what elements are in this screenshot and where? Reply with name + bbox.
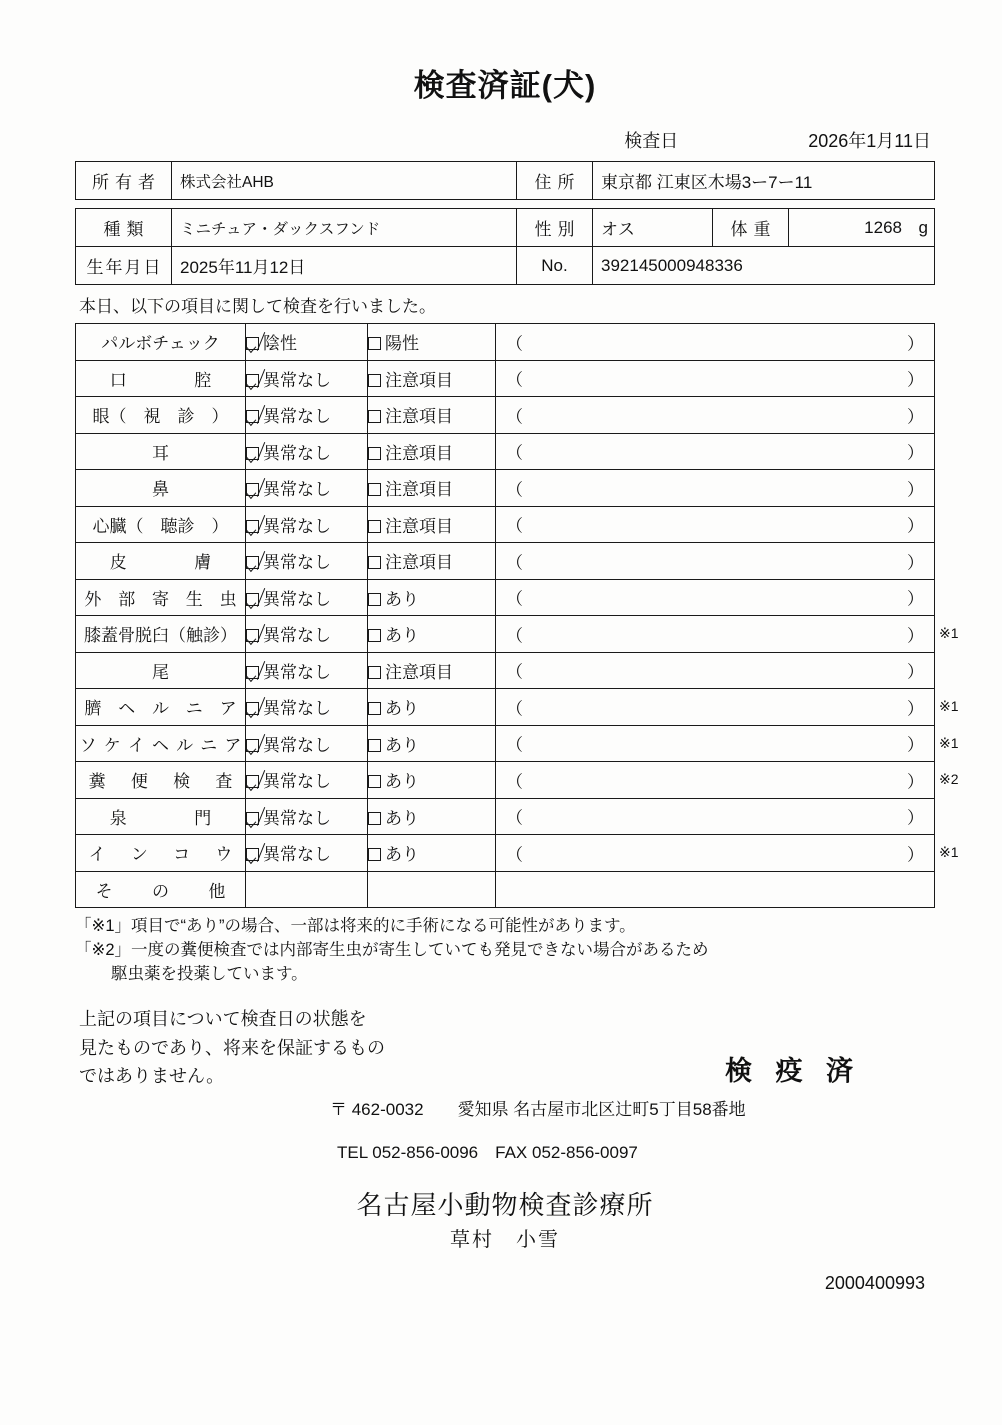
check-item-label: 心臓（ 聴診 ） bbox=[76, 506, 246, 543]
exam-date-label: 検査日 bbox=[624, 131, 679, 151]
checkbox-icon[interactable] bbox=[368, 447, 381, 460]
breed-label: 種類 bbox=[76, 209, 172, 247]
table-row bbox=[76, 871, 935, 908]
disclaimer-line-2: 見たものであり、将来を保証するもの bbox=[79, 1037, 385, 1058]
check-option-2[interactable] bbox=[368, 652, 496, 689]
check-remark-field[interactable] bbox=[496, 689, 935, 726]
check-option-2[interactable] bbox=[368, 433, 496, 470]
paren-right: ） bbox=[907, 334, 924, 354]
checkbox-checked-icon[interactable] bbox=[246, 483, 259, 496]
paren-left: （ bbox=[506, 553, 523, 573]
paren-left: （ bbox=[506, 772, 523, 792]
table-row bbox=[76, 209, 935, 247]
page-title: 検査済証(犬) bbox=[413, 68, 597, 103]
paren-right: ） bbox=[907, 480, 924, 500]
footer-block bbox=[75, 1005, 935, 1293]
paren-left: （ bbox=[506, 443, 523, 463]
check-item-label: そ の 他 bbox=[76, 871, 246, 908]
paren-right: ） bbox=[907, 370, 924, 390]
check-item-label: 臍 ヘ ル ニ ア bbox=[76, 689, 246, 726]
check-item-label: 耳 bbox=[76, 433, 246, 470]
statement-text: 本日、以下の項目に関して検査を行いました。 bbox=[79, 297, 436, 316]
check-remark-field[interactable] bbox=[496, 871, 935, 908]
check-remark-field[interactable] bbox=[496, 470, 935, 507]
check-option-label: 異常なし bbox=[263, 370, 331, 390]
address-value: 東京都 江東区木場3ー7ー11 bbox=[593, 162, 935, 200]
check-option-label: あり bbox=[385, 772, 419, 792]
footnote-marker: ※1 bbox=[939, 697, 959, 714]
check-remark-field[interactable] bbox=[496, 324, 935, 361]
table-row bbox=[76, 725, 935, 762]
paren-right: ） bbox=[907, 626, 924, 646]
check-option-label: 注意項目 bbox=[385, 370, 453, 390]
check-option-2[interactable] bbox=[368, 397, 496, 434]
check-option-label: 陽性 bbox=[385, 334, 419, 354]
exam-date-row bbox=[75, 127, 935, 153]
check-item-label: 皮 膚 bbox=[76, 543, 246, 580]
checks-table bbox=[75, 323, 935, 908]
check-option-label: 異常なし bbox=[263, 480, 331, 500]
doctor-name: 草村 小雪 bbox=[450, 1228, 560, 1251]
check-option-1[interactable] bbox=[246, 616, 368, 653]
check-remark-field[interactable] bbox=[496, 616, 935, 653]
clinic-telephone: TEL 052-856-0096 FAX 052-856-0097 bbox=[337, 1142, 638, 1162]
check-option-label: 陰性 bbox=[263, 334, 297, 354]
check-option-label: 異常なし bbox=[263, 516, 331, 536]
check-option-label: 異常なし bbox=[263, 808, 331, 828]
check-remark-field[interactable] bbox=[496, 725, 935, 762]
check-option-1[interactable] bbox=[246, 725, 368, 762]
paren-right: ） bbox=[907, 553, 924, 573]
checkbox-icon[interactable] bbox=[368, 593, 381, 606]
check-item-label: 鼻 bbox=[76, 470, 246, 507]
checkbox-checked-icon[interactable] bbox=[246, 848, 259, 861]
paren-left: （ bbox=[506, 845, 523, 865]
checks-section bbox=[75, 323, 959, 908]
checkbox-icon[interactable] bbox=[368, 556, 381, 569]
paren-left: （ bbox=[506, 699, 523, 719]
checkbox-icon[interactable] bbox=[368, 848, 381, 861]
check-remark-field[interactable] bbox=[496, 579, 935, 616]
paren-right: ） bbox=[907, 443, 924, 463]
check-option-1[interactable] bbox=[246, 397, 368, 434]
weight-label: 体重 bbox=[713, 209, 789, 247]
quarantine-stamp: 検 疫 済 bbox=[724, 1055, 861, 1086]
check-remark-field[interactable] bbox=[496, 798, 935, 835]
check-remark-field[interactable] bbox=[496, 762, 935, 799]
check-option-1[interactable] bbox=[246, 433, 368, 470]
check-item-label: 膝蓋骨脱臼（触診） bbox=[76, 616, 246, 653]
owner-label: 所有者 bbox=[76, 162, 172, 200]
paren-left: （ bbox=[506, 735, 523, 755]
check-option-label: 異常なし bbox=[263, 662, 331, 682]
breed-value: ミニチュア・ダックスフンド bbox=[172, 209, 517, 247]
check-option-1[interactable] bbox=[246, 652, 368, 689]
check-option-label: 注意項目 bbox=[385, 480, 453, 500]
no-value: 392145000948336 bbox=[593, 247, 935, 285]
check-option-2[interactable] bbox=[368, 835, 496, 872]
certificate-sheet bbox=[75, 60, 959, 1293]
check-item-label: 眼（ 視 診 ） bbox=[76, 397, 246, 434]
check-option-2[interactable] bbox=[368, 725, 496, 762]
checkbox-checked-icon[interactable] bbox=[246, 447, 259, 460]
footnote-marker: ※1 bbox=[939, 843, 959, 860]
table-row bbox=[76, 324, 935, 361]
table-row bbox=[76, 433, 935, 470]
paren-right: ） bbox=[907, 407, 924, 427]
weight-cell bbox=[789, 209, 935, 247]
check-option-label: 異常なし bbox=[263, 407, 331, 427]
paren-right: ） bbox=[907, 808, 924, 828]
table-row bbox=[76, 798, 935, 835]
checkbox-icon[interactable] bbox=[368, 337, 381, 350]
footnote-marker: ※2 bbox=[939, 770, 959, 787]
exam-date-value: 2026年1月11日 bbox=[808, 131, 931, 151]
footnote-3-text: 駆虫薬を投薬しています。 bbox=[111, 964, 308, 983]
table-row bbox=[76, 470, 935, 507]
check-remark-field[interactable] bbox=[496, 397, 935, 434]
info-table bbox=[75, 161, 935, 200]
table-row bbox=[76, 689, 935, 726]
checkbox-checked-icon[interactable] bbox=[246, 702, 259, 715]
check-option-2[interactable] bbox=[368, 762, 496, 799]
check-option-2[interactable] bbox=[368, 689, 496, 726]
checkbox-icon[interactable] bbox=[368, 374, 381, 387]
table-row bbox=[76, 835, 935, 872]
check-item-label: 口 腔 bbox=[76, 360, 246, 397]
paren-right: ） bbox=[907, 589, 924, 609]
check-option-label: 異常なし bbox=[263, 589, 331, 609]
check-option-2 bbox=[368, 871, 496, 908]
check-option-label: 注意項目 bbox=[385, 443, 453, 463]
table-row bbox=[76, 397, 935, 434]
check-option-1[interactable] bbox=[246, 324, 368, 361]
paren-left: （ bbox=[506, 626, 523, 646]
check-option-label: 異常なし bbox=[263, 772, 331, 792]
check-item-label: パルボチェック bbox=[76, 324, 246, 361]
checkbox-icon[interactable] bbox=[368, 739, 381, 752]
checkbox-icon[interactable] bbox=[368, 666, 381, 679]
footnote-marker: ※1 bbox=[939, 734, 959, 751]
checkbox-icon[interactable] bbox=[368, 410, 381, 423]
check-option-label: あり bbox=[385, 735, 419, 755]
check-option-label: 異常なし bbox=[263, 845, 331, 865]
paren-right: ） bbox=[907, 772, 924, 792]
checkbox-checked-icon[interactable] bbox=[246, 556, 259, 569]
check-option-label: あり bbox=[385, 699, 419, 719]
check-remark-field[interactable] bbox=[496, 835, 935, 872]
check-option-1[interactable] bbox=[246, 360, 368, 397]
paren-left: （ bbox=[506, 662, 523, 682]
paren-right: ） bbox=[907, 735, 924, 755]
check-option-label: 注意項目 bbox=[385, 662, 453, 682]
checkbox-checked-icon[interactable] bbox=[246, 410, 259, 423]
check-option-1[interactable] bbox=[246, 579, 368, 616]
weight-value: 1268 bbox=[864, 217, 902, 237]
check-remark-field[interactable] bbox=[496, 652, 935, 689]
table-row bbox=[76, 652, 935, 689]
check-option-1[interactable] bbox=[246, 470, 368, 507]
table-row bbox=[76, 162, 935, 200]
sex-label: 性別 bbox=[517, 209, 593, 247]
checkbox-checked-icon[interactable] bbox=[246, 739, 259, 752]
check-option-1[interactable] bbox=[246, 798, 368, 835]
check-option-label: あり bbox=[385, 589, 419, 609]
check-option-label: 異常なし bbox=[263, 553, 331, 573]
check-option-2[interactable] bbox=[368, 324, 496, 361]
checkbox-checked-icon[interactable] bbox=[246, 775, 259, 788]
table-row bbox=[76, 247, 935, 285]
check-remark-field[interactable] bbox=[496, 433, 935, 470]
check-option-label: 注意項目 bbox=[385, 553, 453, 573]
checkbox-icon[interactable] bbox=[368, 520, 381, 533]
check-option-label: 異常なし bbox=[263, 699, 331, 719]
checkbox-checked-icon[interactable] bbox=[246, 812, 259, 825]
check-option-1[interactable] bbox=[246, 762, 368, 799]
paren-left: （ bbox=[506, 480, 523, 500]
owner-value: 株式会社AHB bbox=[172, 162, 517, 200]
check-option-1[interactable] bbox=[246, 689, 368, 726]
check-option-2[interactable] bbox=[368, 470, 496, 507]
check-option-2[interactable] bbox=[368, 616, 496, 653]
paren-left: （ bbox=[506, 589, 523, 609]
disclaimer bbox=[79, 1005, 385, 1091]
checkbox-icon[interactable] bbox=[368, 702, 381, 715]
check-item-label: ソ ケ イ ヘ ル ニ ア bbox=[76, 725, 246, 762]
check-option-label: あり bbox=[385, 845, 419, 865]
footnote-2: 「※2」一度の糞便検査では内部寄生虫が寄生していても発見できない場合があるため bbox=[75, 940, 709, 959]
paren-right: ） bbox=[907, 662, 924, 682]
check-option-1[interactable] bbox=[246, 506, 368, 543]
footnote-3 bbox=[75, 963, 935, 987]
paren-left: （ bbox=[506, 370, 523, 390]
checkbox-checked-icon[interactable] bbox=[246, 374, 259, 387]
table-row bbox=[76, 616, 935, 653]
check-remark-field[interactable] bbox=[496, 360, 935, 397]
disclaimer-line-1: 上記の項目について検査日の状態を bbox=[79, 1008, 367, 1029]
check-remark-field[interactable] bbox=[496, 543, 935, 580]
paren-left: （ bbox=[506, 334, 523, 354]
check-option-2[interactable] bbox=[368, 543, 496, 580]
table-row bbox=[76, 360, 935, 397]
check-option-label: あり bbox=[385, 808, 419, 828]
check-option-label: 注意項目 bbox=[385, 407, 453, 427]
check-item-label: 尾 bbox=[76, 652, 246, 689]
checkbox-icon[interactable] bbox=[368, 629, 381, 642]
birth-value: 2025年11月12日 bbox=[172, 247, 517, 285]
check-option-2[interactable] bbox=[368, 506, 496, 543]
check-option-1[interactable] bbox=[246, 835, 368, 872]
weight-unit: g bbox=[918, 217, 928, 237]
footnotes bbox=[75, 915, 935, 987]
paren-right: ） bbox=[907, 845, 924, 865]
address-label: 住所 bbox=[517, 162, 593, 200]
check-item-label: 泉 門 bbox=[76, 798, 246, 835]
checkbox-checked-icon[interactable] bbox=[246, 593, 259, 606]
check-option-label: 異常なし bbox=[263, 626, 331, 646]
checkbox-checked-icon[interactable] bbox=[246, 629, 259, 642]
table-row bbox=[76, 762, 935, 799]
check-option-label: 注意項目 bbox=[385, 516, 453, 536]
paren-left: （ bbox=[506, 407, 523, 427]
check-item-label: イ ン コ ウ bbox=[76, 835, 246, 872]
check-option-2[interactable] bbox=[368, 360, 496, 397]
footnote-marker: ※1 bbox=[939, 624, 959, 641]
clinic-name: 名古屋小動物検査診療所 bbox=[356, 1189, 654, 1220]
check-option-1 bbox=[246, 871, 368, 908]
check-option-label: 異常なし bbox=[263, 443, 331, 463]
check-remark-field[interactable] bbox=[496, 506, 935, 543]
checkbox-checked-icon[interactable] bbox=[246, 666, 259, 679]
birth-label: 生年月日 bbox=[76, 247, 172, 285]
table-row bbox=[76, 543, 935, 580]
check-item-label: 糞 便 検 査 bbox=[76, 762, 246, 799]
footnote-1: 「※1」項目で“あり”の場合、一部は将来的に手術になる可能性があります。 bbox=[75, 917, 636, 935]
check-option-label: あり bbox=[385, 626, 419, 646]
check-option-2[interactable] bbox=[368, 798, 496, 835]
disclaimer-line-3: ではありません。 bbox=[79, 1066, 225, 1087]
checkbox-icon[interactable] bbox=[368, 775, 381, 788]
paren-right: ） bbox=[907, 699, 924, 719]
checkbox-checked-icon[interactable] bbox=[246, 337, 259, 350]
clinic-address: 〒 462-0032 愛知県 名古屋市北区辻町5丁目58番地 bbox=[330, 1099, 746, 1119]
paren-left: （ bbox=[506, 808, 523, 828]
checkbox-icon[interactable] bbox=[368, 812, 381, 825]
paren-left: （ bbox=[506, 516, 523, 536]
paren-right: ） bbox=[907, 516, 924, 536]
table-row bbox=[76, 579, 935, 616]
serial-number: 2000400993 bbox=[824, 1272, 925, 1293]
check-item-label: 外 部 寄 生 虫 bbox=[76, 579, 246, 616]
info-table-2 bbox=[75, 208, 935, 285]
check-option-label: 異常なし bbox=[263, 735, 331, 755]
check-option-1[interactable] bbox=[246, 543, 368, 580]
no-label: No. bbox=[517, 247, 593, 285]
check-option-2[interactable] bbox=[368, 579, 496, 616]
checkbox-checked-icon[interactable] bbox=[246, 520, 259, 533]
checkbox-icon[interactable] bbox=[368, 483, 381, 496]
table-row bbox=[76, 506, 935, 543]
sex-value: オス bbox=[593, 209, 713, 247]
